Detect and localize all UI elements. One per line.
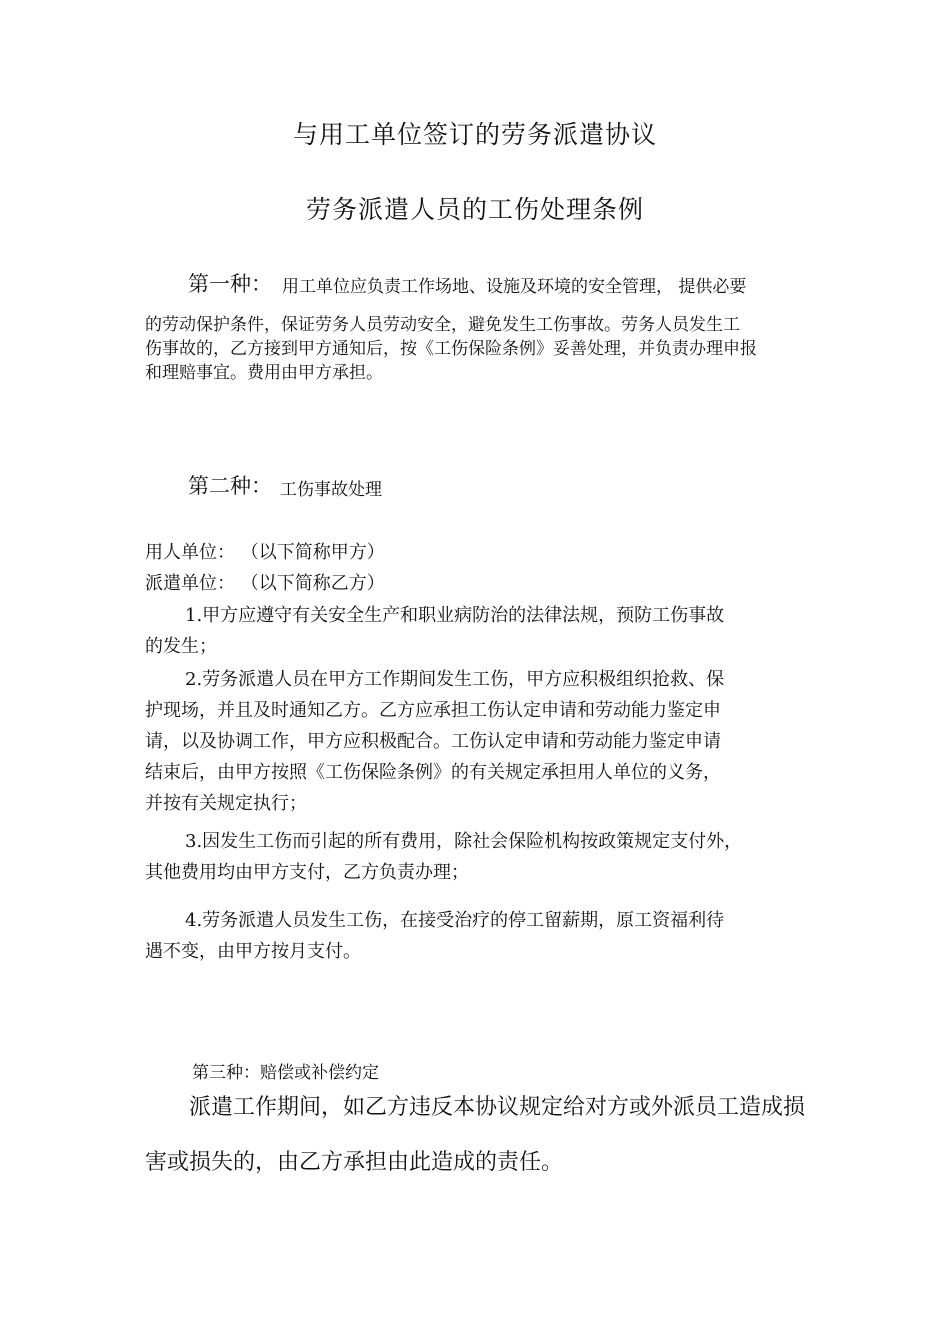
item1-line-1: 的发生； xyxy=(145,636,217,657)
document-subtitle: 劳务派遣人员的工伤处理条例 xyxy=(305,195,644,224)
section1-label: 第一种： xyxy=(188,272,272,296)
item4-line-1: 遇不变，由甲方按月支付。 xyxy=(145,941,361,962)
employer-line: 用人单位： （以下简称甲方） xyxy=(145,542,385,563)
item2-line-3: 结束后，由甲方按照《工伤保险条例》的有关规定承担用人单位的义务， xyxy=(145,762,721,783)
section2-title: 工伤事故处理 xyxy=(280,480,382,500)
item2-line-1: 护现场，并且及时通知乙方。乙方应承担工伤认定申请和劳动能力鉴定申 xyxy=(145,700,721,721)
item1-line-0: 1.甲方应遵守有关安全生产和职业病防治的法律法规，预防工伤事故 xyxy=(185,605,725,626)
party-info xyxy=(145,537,810,599)
section3-line-0: 派遣工作期间，如乙方违反本协议规定给对方或外派员工造成损 xyxy=(189,1095,806,1120)
item4-line-0: 4.劳务派遣人员发生工伤，在接受治疗的停工留薪期，原工资福利待 xyxy=(185,910,725,931)
section2-item-1 xyxy=(145,600,810,662)
item2-line-2: 请，以及协调工作，甲方应积极配合。工伤认定申请和劳动能力鉴定申请 xyxy=(145,731,721,752)
section1-line-3: 和理赔事宜。费用由甲方承担。 xyxy=(145,363,383,383)
item2-line-0: 2.劳务派遣人员在甲方工作期间发生工伤，甲方应积极组织抢救、保 xyxy=(185,669,725,690)
section3-heading: 第三种：赔偿或补偿约定 xyxy=(192,1063,379,1083)
section1-line-1: 的劳动保护条件，保证劳务人员劳动安全，避免发生工伤事故。劳务人员发生工 xyxy=(145,315,740,335)
item3-line-1: 其他费用均由甲方支付，乙方负责办理； xyxy=(145,862,469,883)
dispatcher-line: 派遣单位： （以下简称乙方） xyxy=(145,573,385,594)
section1-line-0: 用工单位应负责工作场地、设施及环境的安全管理， 提供必要 xyxy=(282,277,747,297)
item2-line-4: 并按有关规定执行； xyxy=(145,793,307,814)
section3-paragraph xyxy=(145,1080,810,1190)
section1-line-2: 伤事故的，乙方接到甲方通知后，按《工伤保险条例》妥善处理，并负责办理申报 xyxy=(145,339,757,359)
section2-item-2 xyxy=(145,664,810,819)
section2-label: 第二种： xyxy=(188,474,272,498)
section3-line-1: 害或损失的，由乙方承担由此造成的责任。 xyxy=(145,1150,564,1175)
item3-line-0: 3.因发生工伤而引起的所有费用，除社会保险机构按政策规定支付外， xyxy=(185,831,743,852)
document-title: 与用工单位签订的劳务派遣协议 xyxy=(292,120,657,149)
section1-paragraph xyxy=(145,313,810,385)
section2-item-4 xyxy=(145,905,810,967)
section2-item-3 xyxy=(145,826,810,888)
